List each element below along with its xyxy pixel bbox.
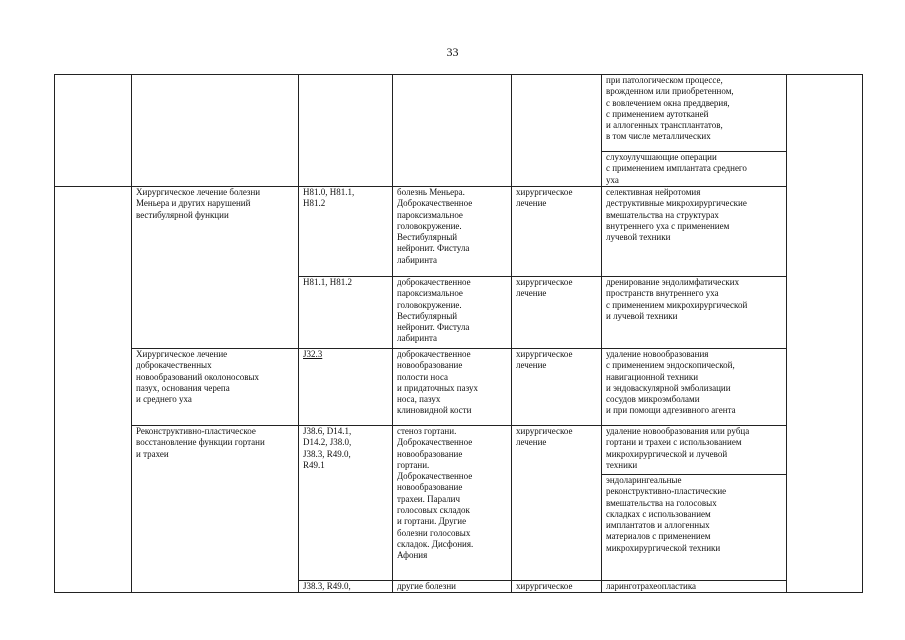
model-cell: другие болезни — [393, 581, 512, 593]
table-row — [55, 187, 863, 277]
method-cell: дренирование эндолимфатических пространств внутреннего уха с применением микрохирургической и лучевой техники — [602, 277, 787, 349]
procedure-cell — [132, 75, 299, 187]
number-cell — [55, 187, 132, 593]
treatment-cell: хирургическое лечение — [512, 277, 602, 349]
code-link: J32.3 — [303, 349, 323, 359]
method-cell: удаление новообразования с применением эндоскопической, навигационной техники и эндоваскулярной эмболизации сосудов микроэмболами и при помощи адгезивного агента — [602, 349, 787, 426]
treatment-cell: хирургическое лечение — [512, 426, 602, 581]
codes-cell: H81.0, H81.1, H81.2 — [299, 187, 393, 277]
page-number: 33 — [446, 45, 459, 59]
treatment-cell — [512, 75, 602, 187]
procedure-cell: Реконструктивно-пластическое восстановление функции гортани и трахеи — [132, 426, 299, 593]
model-cell: доброкачественное пароксизмальное головокружение. Вестибулярный нейронит. Фистула лабиринта — [393, 277, 512, 349]
number-cell — [55, 75, 132, 187]
model-cell — [393, 75, 512, 187]
medical-care-table — [54, 74, 863, 593]
treatment-cell: хирургическое лечение — [512, 349, 602, 426]
method-cell: ларинготрахеопластика — [602, 581, 787, 593]
table-row — [55, 426, 863, 475]
model-cell: болезнь Меньера. Доброкачественное пароксизмальное головокружение. Вестибулярный нейронит. Фистула лабиринта — [393, 187, 512, 277]
model-cell: доброкачественное новообразование полости носа и придаточных пазух носа, пазух клиновидной кости — [393, 349, 512, 426]
method-cell: селективная нейротомия деструктивные микрохирургические вмешательства на структурах внутреннего уха с применением лучевой техники — [602, 187, 787, 277]
procedure-cell: Хирургическое лечение доброкачественных новообразований околоносовых пазух, основания черепа и среднего уха — [132, 349, 299, 426]
codes-cell — [299, 75, 393, 187]
table-row — [55, 75, 863, 152]
norm-cell — [787, 75, 863, 593]
codes-cell: J38.3, R49.0, — [299, 581, 393, 593]
treatment-cell: хирургическое лечение — [512, 187, 602, 277]
treatment-cell: хирургическое — [512, 581, 602, 593]
method-cell: при патологическом процессе, врожденном или приобретенном, с вовлечением окна преддверия, с применением аутотканей и аллогенных трансплантатов, в том числе металлических — [602, 75, 787, 152]
codes-cell — [299, 349, 393, 426]
procedure-cell: Хирургическое лечение болезни Меньера и других нарушений вестибулярной функции — [132, 187, 299, 349]
table-row — [55, 349, 863, 426]
model-cell: стеноз гортани. Доброкачественное новообразование гортани. Доброкачественное новообразование трахеи. Паралич голосовых складок и гортани. Другие болезни голосовых складок. Дисфония. Афония — [393, 426, 512, 581]
method-cell: слухоулучшающие операции с применением имплантата среднего уха — [602, 152, 787, 187]
codes-cell: J38.6, D14.1, D14.2, J38.0, J38.3, R49.0, R49.1 — [299, 426, 393, 581]
method-cell: эндоларингеальные реконструктивно-пластические вмешательства на голосовых складках с использованием имплантатов и аллогенных материалов с применением микрохирургической техники — [602, 475, 787, 581]
method-cell: удаление новообразования или рубца гортани и трахеи с использованием микрохирургической и лучевой техники — [602, 426, 787, 475]
codes-cell: H81.1, H81.2 — [299, 277, 393, 349]
